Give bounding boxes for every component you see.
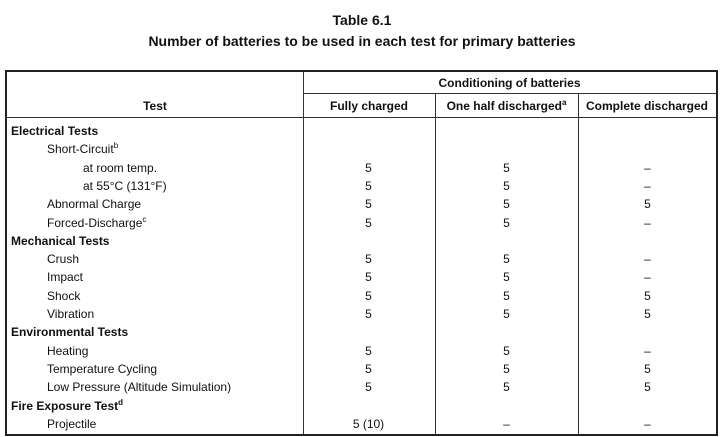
footnote-marker: a: [561, 98, 567, 107]
row-label: [47, 360, 157, 378]
row-label-text: Mechanical Tests: [11, 233, 110, 248]
complete-discharged-value: 5: [644, 380, 651, 395]
fully-charged-value: 5: [365, 252, 372, 267]
half-discharged-value: 5: [503, 307, 510, 321]
half-discharged-value: 5: [503, 178, 510, 193]
batteries-table: [5, 70, 718, 436]
row-label-text: Forced-Discharge: [47, 215, 143, 230]
footnote-marker: b: [113, 141, 119, 151]
table-row: [7, 250, 716, 268]
row-label-text: Projectile: [47, 416, 97, 431]
row-label-text: Crush: [47, 252, 80, 267]
fully-charged-value: 5 (10): [352, 416, 385, 431]
row-label-text: Abnormal Charge: [47, 197, 142, 212]
row-label-text: at 55°C (131°F): [83, 178, 167, 193]
fully-charged-value: 5: [365, 160, 372, 175]
row-label: [83, 177, 167, 195]
half-discharged-value: 5: [503, 380, 510, 395]
fully-charged-header: Fully charged: [329, 99, 409, 113]
half-discharged-value: 5: [503, 288, 510, 303]
fully-charged-value: 5: [365, 178, 372, 193]
header-divider: [303, 93, 716, 94]
half-discharged-value: 5: [503, 343, 510, 358]
test-header: Test: [143, 99, 167, 113]
fully-charged-value: 5: [365, 343, 372, 358]
fully-charged-value: 5: [365, 361, 372, 376]
table-row: [7, 177, 716, 195]
complete-discharged-value: –: [644, 215, 651, 230]
category-row: [7, 323, 716, 341]
table-row: [7, 360, 716, 378]
row-label: [47, 287, 80, 305]
table-title: Table 6.1: [332, 12, 392, 28]
row-label-text: Temperature Cycling: [47, 361, 158, 376]
table-row: [7, 140, 716, 158]
row-label-text: Shock: [47, 288, 81, 303]
table-row: [7, 342, 716, 360]
table-row: [7, 159, 716, 177]
row-label: [11, 122, 98, 140]
row-label: [47, 195, 141, 213]
header-divider: [7, 117, 716, 118]
fully-charged-value: 5: [365, 270, 372, 285]
conditioning-header: Conditioning of batteries: [438, 76, 581, 90]
row-label-text: Low Pressure (Altitude Simulation): [47, 380, 232, 395]
footnote-marker: c: [142, 214, 147, 224]
complete-discharged-value: –: [644, 178, 651, 193]
row-label: [11, 232, 109, 250]
complete-discharged-value: –: [644, 252, 651, 267]
row-label: [83, 159, 157, 177]
fully-charged-value: 5: [365, 215, 372, 230]
category-row: [7, 122, 716, 140]
footnote-marker: d: [118, 397, 124, 407]
complete-discharged-value: 5: [644, 361, 651, 376]
half-discharged-value: 5: [503, 252, 510, 267]
fully-charged-value: 5: [365, 197, 372, 212]
row-label: [47, 268, 83, 286]
complete-discharged-value: –: [644, 416, 651, 431]
category-row: [7, 232, 716, 250]
row-label: [11, 397, 123, 415]
half-discharged-value: –: [503, 416, 510, 431]
half-discharged-value: 5: [503, 197, 510, 212]
complete-discharged-value: –: [644, 343, 651, 358]
row-label: [47, 140, 118, 158]
row-label: [47, 214, 146, 232]
row-label-text: Impact: [47, 270, 84, 285]
complete-discharged-value: 5: [644, 288, 651, 303]
row-label-text: Heating: [47, 343, 89, 358]
half-discharged-header: [435, 99, 578, 113]
table-row: [7, 268, 716, 286]
table-subtitle: Number of batteries to be used in each test for primary batteries: [148, 33, 576, 49]
half-discharged-value: 5: [503, 361, 510, 376]
complete-discharged-value: –: [644, 270, 651, 285]
complete-discharged-value: 5: [644, 307, 651, 321]
table-row: [7, 378, 716, 396]
row-label-text: Vibration: [47, 307, 95, 321]
row-label: [47, 415, 96, 433]
half-discharged-value: 5: [503, 270, 510, 285]
row-label-text: Short-Circuit: [47, 142, 114, 157]
table-row: [7, 195, 716, 213]
row-label-text: Electrical Tests: [11, 124, 99, 138]
table-row: [7, 305, 716, 323]
row-label: [47, 250, 79, 268]
fully-charged-value: 5: [365, 307, 372, 321]
complete-discharged-value: –: [644, 160, 651, 175]
row-label: [47, 378, 231, 396]
complete-discharged-header: Complete discharged: [585, 99, 709, 113]
half-discharged-value: 5: [503, 160, 510, 175]
category-row: [7, 397, 716, 415]
half-discharged-value: 5: [503, 215, 510, 230]
half-discharged-label: One half discharged: [446, 99, 562, 113]
row-label-text: at room temp.: [83, 160, 158, 175]
row-label: [47, 342, 88, 360]
table-row: [7, 415, 716, 433]
fully-charged-value: 5: [365, 288, 372, 303]
row-label-text: Environmental Tests: [11, 325, 129, 340]
table-row: [7, 214, 716, 232]
table-row: [7, 287, 716, 305]
row-label: [47, 305, 94, 323]
row-label: [11, 323, 128, 341]
row-label-text: Fire Exposure Test: [11, 398, 119, 413]
complete-discharged-value: 5: [644, 197, 651, 212]
fully-charged-value: 5: [365, 380, 372, 395]
